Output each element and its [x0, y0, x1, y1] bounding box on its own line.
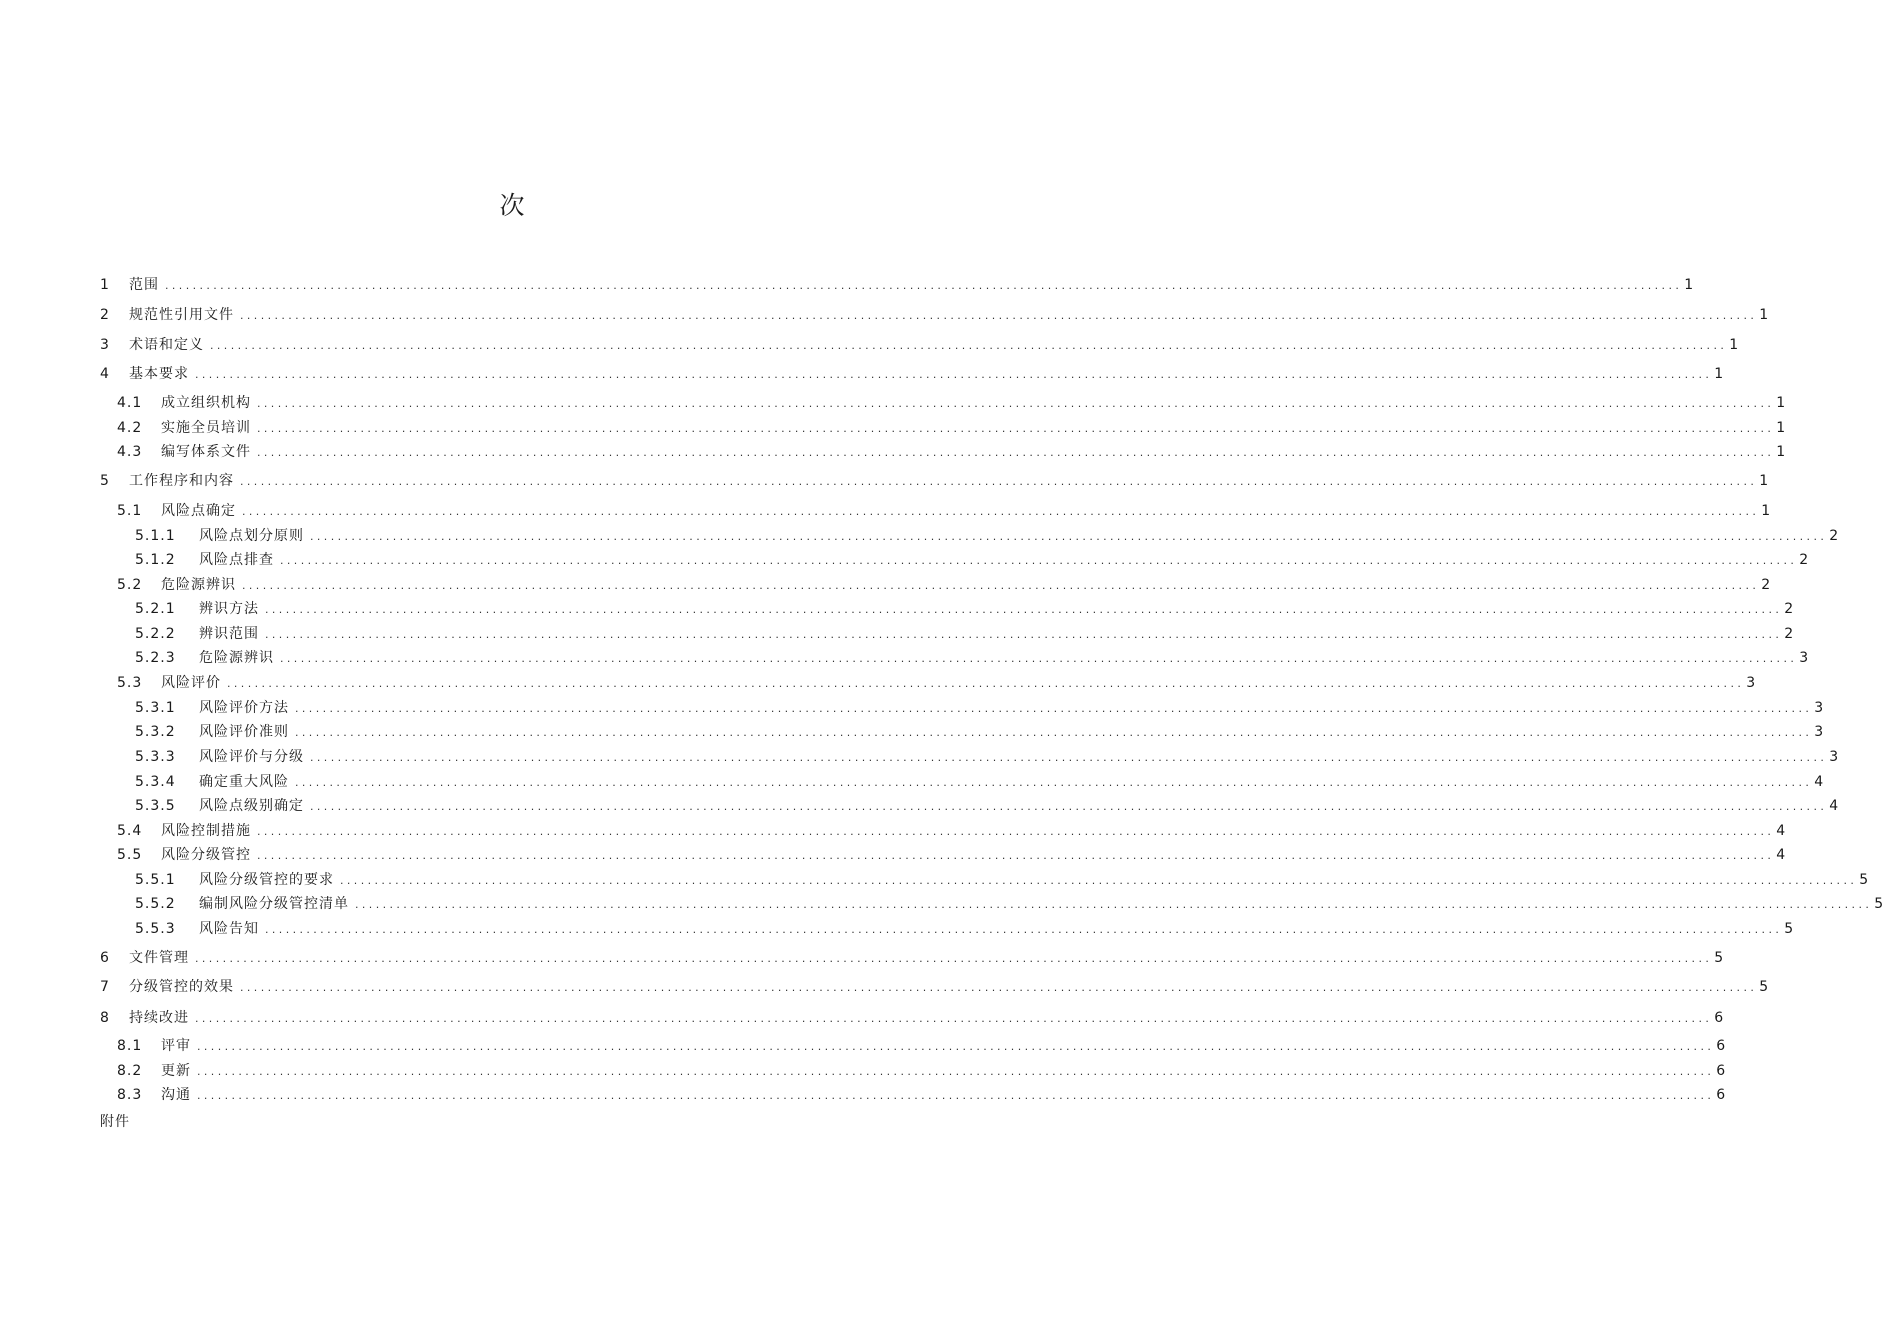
toc-entry-label: 风险评价与分级: [199, 749, 304, 765]
toc-entry-label: 分级管控的效果: [129, 979, 234, 995]
toc-dot-leader: ............................................................................................................................................................................................................................: [257, 446, 1775, 459]
toc-entry[interactable]: [0, 870, 1869, 890]
toc-dot-leader: ............................................................................................................................................................................................................................: [165, 279, 1683, 292]
toc-entry-label: 评审: [161, 1038, 191, 1054]
toc-entry-label: 风险评价方法: [199, 700, 289, 716]
toc-entry[interactable]: [0, 335, 1739, 355]
toc-dot-leader: ............................................................................................................................................................................................................................: [295, 726, 1813, 739]
toc-dot-leader: ............................................................................................................................................................................................................................: [257, 422, 1775, 435]
toc-dot-leader: ............................................................................................................................................................................................................................: [240, 981, 1758, 994]
toc-entry-label: 风险点级别确定: [199, 798, 304, 814]
toc-entry[interactable]: [0, 550, 1809, 570]
toc-entry[interactable]: [0, 575, 1771, 595]
toc-entry-page-number: 6: [1716, 1087, 1726, 1103]
toc-entry[interactable]: [0, 673, 1756, 693]
toc-entry-label: 风险分级管控的要求: [199, 872, 334, 888]
toc-entry-number: 5.3.3: [135, 749, 176, 765]
toc-entry-number: 1: [100, 277, 110, 293]
toc-entry-label: 术语和定义: [129, 337, 204, 353]
toc-entry-number: 4: [100, 366, 110, 382]
toc-entry[interactable]: [0, 624, 1794, 644]
toc-entry-label: 规范性引用文件: [129, 307, 234, 323]
toc-dot-leader: ............................................................................................................................................................................................................................: [340, 874, 1858, 887]
toc-entry-number: 6: [100, 950, 110, 966]
toc-entry-number: 5: [100, 473, 110, 489]
toc-dot-leader: ............................................................................................................................................................................................................................: [197, 1040, 1715, 1053]
toc-entry[interactable]: [0, 821, 1786, 841]
toc-entry-page-number: 4: [1776, 823, 1786, 839]
toc-entry-label: 危险源辨识: [199, 650, 274, 666]
toc-entry-number: 5.1.2: [135, 552, 176, 568]
toc-dot-leader: ............................................................................................................................................................................................................................: [310, 751, 1828, 764]
toc-entry-label: 风险点确定: [161, 503, 236, 519]
toc-entry-number: 5.5.2: [135, 896, 176, 912]
toc-entry-page-number: 1: [1714, 366, 1724, 382]
toc-entry-number: 2: [100, 307, 110, 323]
toc-entry-label: 持续改进: [129, 1010, 189, 1026]
toc-dot-leader: ............................................................................................................................................................................................................................: [197, 1089, 1715, 1102]
toc-entry[interactable]: [0, 722, 1824, 742]
toc-entry-number: 5.1.1: [135, 528, 176, 544]
toc-entry-page-number: 1: [1776, 395, 1786, 411]
toc-entry[interactable]: [0, 747, 1839, 767]
toc-entry-number: 8.3: [117, 1087, 143, 1103]
toc-dot-leader: ............................................................................................................................................................................................................................: [265, 923, 1783, 936]
toc-entry-number: 5.5: [117, 847, 143, 863]
toc-dot-leader: ............................................................................................................................................................................................................................: [257, 825, 1775, 838]
toc-entry-label: 风险点划分原则: [199, 528, 304, 544]
toc-entry-label: 风险点排查: [199, 552, 274, 568]
toc-entry-number: 5.5.1: [135, 872, 176, 888]
toc-entry-page-number: 2: [1784, 601, 1794, 617]
toc-entry-number: 5.3.1: [135, 700, 176, 716]
toc-entry-number: 5.5.3: [135, 921, 176, 937]
toc-entry-page-number: 1: [1759, 307, 1769, 323]
toc-entry[interactable]: [0, 1036, 1726, 1056]
toc-entry-label: 辨识方法: [199, 601, 259, 617]
toc-entry-number: 8.2: [117, 1063, 143, 1079]
toc-dot-leader: ............................................................................................................................................................................................................................: [195, 952, 1713, 965]
toc-entry[interactable]: [0, 393, 1786, 413]
toc-dot-leader: ............................................................................................................................................................................................................................: [197, 1065, 1715, 1078]
toc-entry-label: 范围: [129, 277, 159, 293]
toc-entry-number: 3: [100, 337, 110, 353]
toc-entry-label: 工作程序和内容: [129, 473, 234, 489]
toc-dot-leader: ............................................................................................................................................................................................................................: [240, 475, 1758, 488]
toc-entry-page-number: 3: [1799, 650, 1809, 666]
toc-dot-leader: ............................................................................................................................................................................................................................: [257, 397, 1775, 410]
toc-entry-label: 更新: [161, 1063, 191, 1079]
toc-entry-page-number: 1: [1761, 503, 1771, 519]
toc-entry-page-number: 2: [1784, 626, 1794, 642]
toc-dot-leader: ............................................................................................................................................................................................................................: [195, 1012, 1713, 1025]
toc-dot-leader: ............................................................................................................................................................................................................................: [355, 898, 1873, 911]
toc-entry[interactable]: [0, 919, 1794, 939]
toc-entry[interactable]: [0, 442, 1786, 462]
toc-entry-number: 4.3: [117, 444, 143, 460]
toc-entry-page-number: 4: [1776, 847, 1786, 863]
toc-entry[interactable]: [0, 948, 1724, 968]
toc-entry-page-number: 6: [1714, 1010, 1724, 1026]
toc-entry[interactable]: [0, 305, 1769, 325]
toc-entry-number: 7: [100, 979, 110, 995]
toc-dot-leader: ............................................................................................................................................................................................................................: [240, 309, 1758, 322]
toc-dot-leader: ............................................................................................................................................................................................................................: [280, 652, 1798, 665]
toc-entry[interactable]: [0, 845, 1786, 865]
toc-entry-page-number: 2: [1829, 528, 1839, 544]
toc-entry-number: 8: [100, 1010, 110, 1026]
toc-entry-page-number: 6: [1716, 1063, 1726, 1079]
toc-entry-page-number: 2: [1799, 552, 1809, 568]
toc-dot-leader: ............................................................................................................................................................................................................................: [257, 849, 1775, 862]
toc-entry[interactable]: [0, 1085, 1726, 1105]
toc-entry[interactable]: [0, 796, 1839, 816]
toc-entry[interactable]: [0, 364, 1724, 384]
toc-dot-leader: ............................................................................................................................................................................................................................: [210, 339, 1728, 352]
toc-entry-page-number: 4: [1829, 798, 1839, 814]
toc-dot-leader: ............................................................................................................................................................................................................................: [227, 677, 1745, 690]
toc-entry-label: 成立组织机构: [161, 395, 251, 411]
toc-entry-number: 5.3.4: [135, 774, 176, 790]
toc-dot-leader: ............................................................................................................................................................................................................................: [265, 603, 1783, 616]
toc-entry-label: 风险评价准则: [199, 724, 289, 740]
toc-entry-label: 沟通: [161, 1087, 191, 1103]
toc-entry-number: 5.3.2: [135, 724, 176, 740]
toc-entry[interactable]: [0, 648, 1809, 668]
toc-entry[interactable]: [0, 526, 1839, 546]
toc-entry[interactable]: [0, 894, 1883, 914]
toc-entry-number: 5.2.1: [135, 601, 176, 617]
toc-dot-leader: ............................................................................................................................................................................................................................: [242, 579, 1760, 592]
toc-entry-page-number: 2: [1761, 577, 1771, 593]
toc-entry-number: 5.2.2: [135, 626, 176, 642]
toc-dot-leader: ............................................................................................................................................................................................................................: [310, 530, 1828, 543]
toc-entry-number: 4.2: [117, 420, 143, 436]
toc-entry-number: 5.3.5: [135, 798, 176, 814]
toc-entry-page-number: 5: [1759, 979, 1769, 995]
toc-entry[interactable]: [0, 275, 1694, 295]
toc-dot-leader: ............................................................................................................................................................................................................................: [310, 800, 1828, 813]
page-title: 次: [499, 191, 525, 220]
toc-entry-number: 4.1: [117, 395, 143, 411]
toc-entry[interactable]: [0, 1008, 1724, 1028]
toc-entry-number: 5.1: [117, 503, 143, 519]
toc-entry[interactable]: [0, 698, 1824, 718]
toc-entry-number: 5.3: [117, 675, 143, 691]
toc-entry-label: 文件管理: [129, 950, 189, 966]
toc-entry-page-number: 3: [1746, 675, 1756, 691]
toc-entry[interactable]: [0, 471, 1769, 491]
toc-entry[interactable]: [0, 418, 1786, 438]
toc-entry-page-number: 3: [1814, 700, 1824, 716]
toc-entry-page-number: 1: [1684, 277, 1694, 293]
toc-dot-leader: ............................................................................................................................................................................................................................: [242, 505, 1760, 518]
toc-entry-label: 编写体系文件: [161, 444, 251, 460]
toc-entry-number: 5.2.3: [135, 650, 176, 666]
toc-entry-page-number: 3: [1814, 724, 1824, 740]
toc-entry-label: 确定重大风险: [199, 774, 289, 790]
toc-entry-page-number: 3: [1829, 749, 1839, 765]
toc-entry-page-number: 5: [1714, 950, 1724, 966]
toc-entry-label: 风险控制措施: [161, 823, 251, 839]
toc-entry[interactable]: [0, 1061, 1726, 1081]
toc-dot-leader: ............................................................................................................................................................................................................................: [195, 368, 1713, 381]
toc-entry-page-number: 5: [1859, 872, 1869, 888]
toc-entry-label: 风险评价: [161, 675, 221, 691]
toc-entry-label: 辨识范围: [199, 626, 259, 642]
toc-dot-leader: ............................................................................................................................................................................................................................: [295, 702, 1813, 715]
toc-entry-page-number: 1: [1776, 420, 1786, 436]
toc-entry-page-number: 1: [1759, 473, 1769, 489]
toc-entry-label: 实施全员培训: [161, 420, 251, 436]
toc-dot-leader: ............................................................................................................................................................................................................................: [265, 628, 1783, 641]
toc-dot-leader: ............................................................................................................................................................................................................................: [295, 776, 1813, 789]
toc-entry-label: 风险分级管控: [161, 847, 251, 863]
toc-entry-number: 8.1: [117, 1038, 143, 1054]
toc-entry-label: 基本要求: [129, 366, 189, 382]
toc-entry-page-number: 1: [1776, 444, 1786, 460]
toc-entry-label: 危险源辨识: [161, 577, 236, 593]
toc-entry-page-number: 5: [1874, 896, 1883, 912]
toc-entry-label: 风险告知: [199, 921, 259, 937]
toc-entry[interactable]: [0, 501, 1771, 521]
toc-entry-page-number: 4: [1814, 774, 1824, 790]
toc-entry-number: 5.2: [117, 577, 143, 593]
toc-entry-number: 5.4: [117, 823, 143, 839]
toc-entry[interactable]: [0, 772, 1824, 792]
toc-entry-page-number: 5: [1784, 921, 1794, 937]
toc-entry-page-number: 6: [1716, 1038, 1726, 1054]
toc-entry[interactable]: [0, 599, 1794, 619]
appendix-label: 附件: [100, 1114, 130, 1130]
toc-entry-label: 编制风险分级管控清单: [199, 896, 349, 912]
toc-dot-leader: ............................................................................................................................................................................................................................: [280, 554, 1798, 567]
toc-entry[interactable]: [0, 977, 1769, 997]
toc-entry-page-number: 1: [1729, 337, 1739, 353]
